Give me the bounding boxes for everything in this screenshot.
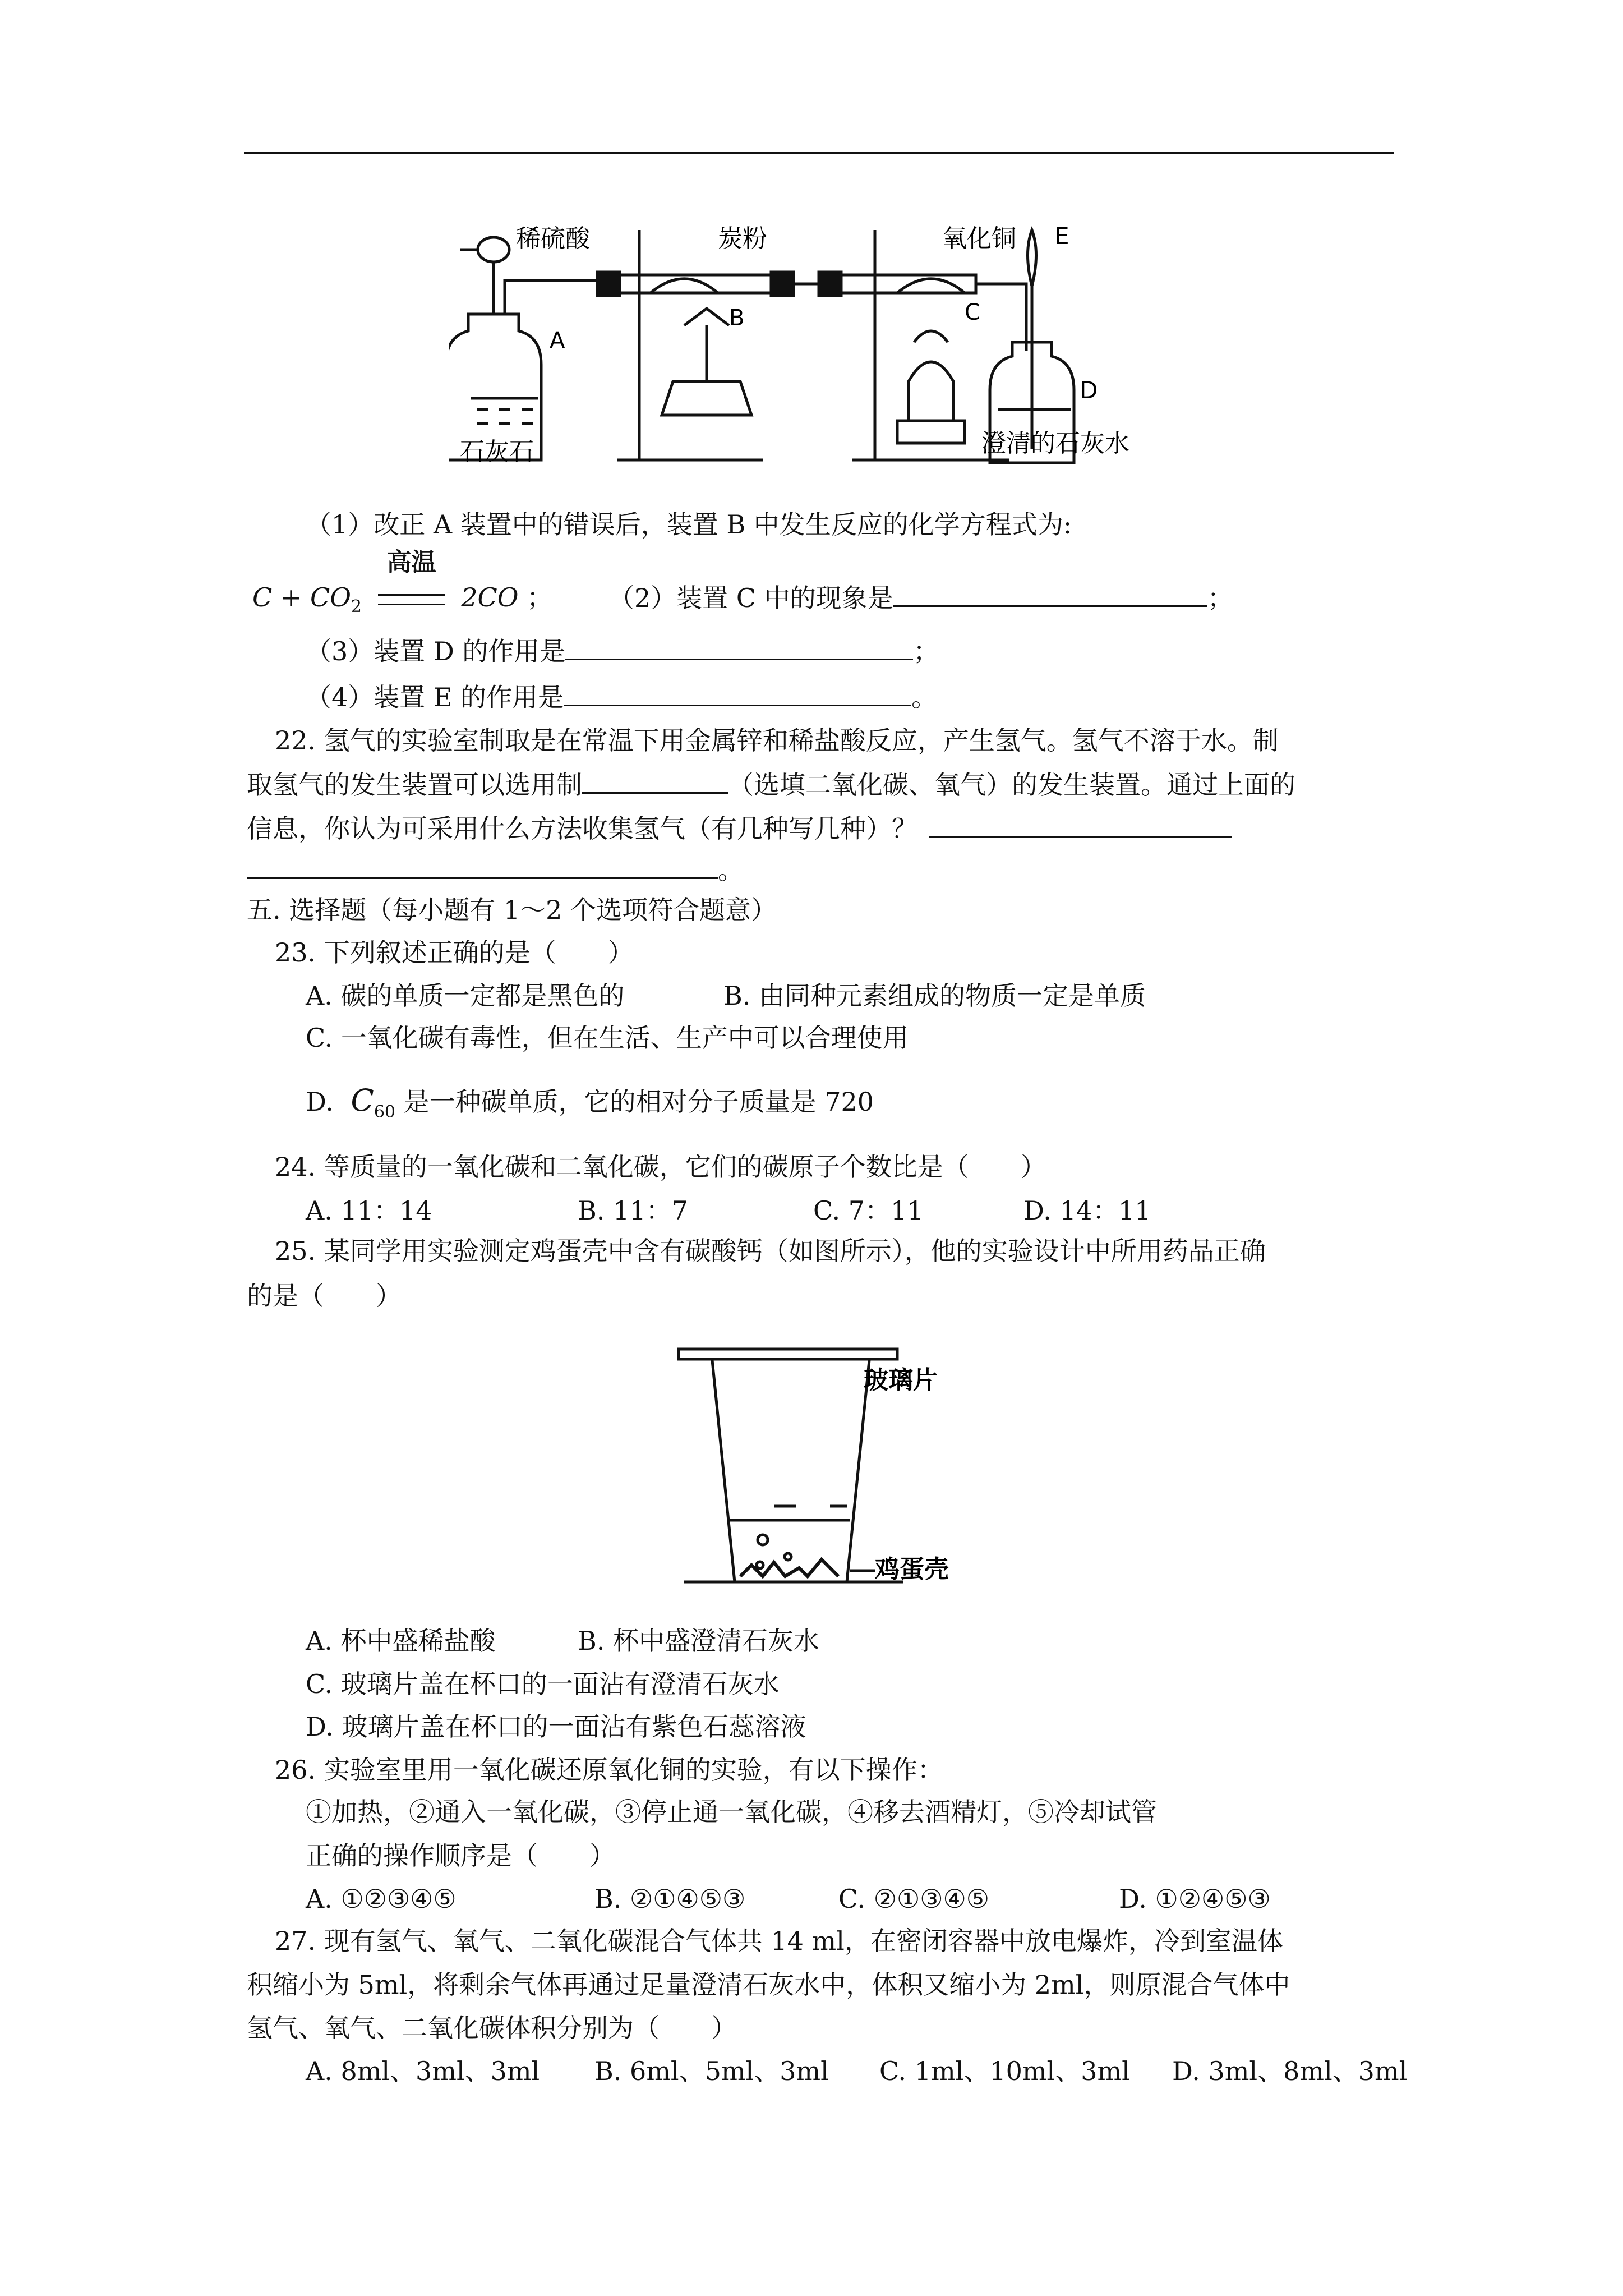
label-b: B xyxy=(729,305,745,331)
eq-semicolon: ； xyxy=(527,582,553,613)
q21-equation-line xyxy=(252,548,553,624)
q22-line4 xyxy=(247,853,744,887)
eq-co2-sub: 2 xyxy=(351,597,362,617)
label-dilute-acid: 稀硫酸 xyxy=(516,224,590,253)
label-glass-slide: 玻璃片 xyxy=(864,1366,938,1395)
q22-line2-text-b: （选填二氧化碳、氧气）的发生装置。通过上面的 xyxy=(728,770,1295,800)
q24-stem: 24. 等质量的一氧化碳和二氧化碳，它们的碳原子个数比是（ ） xyxy=(275,1152,1046,1182)
q24-option-b[interactable]: B. 11：7 xyxy=(578,1195,688,1226)
q22-blank-apparatus[interactable] xyxy=(582,767,728,794)
q27-option-d[interactable]: D. 3ml、8ml、3ml xyxy=(1172,2056,1408,2086)
q27-line1: 27. 现有氢气、氧气、二氧化碳混合气体共 14 ml，在密闭容器中放电爆炸，冷到室温体 xyxy=(275,1926,1283,1956)
q25-line1: 25. 某同学用实验测定鸡蛋壳中含有碳酸钙（如图所示），他的实验设计中所用药品正确 xyxy=(275,1236,1266,1266)
section-five-heading: 五. 选择题（每小题有 1～2 个选项符合题意） xyxy=(247,895,777,925)
q26-option-c[interactable]: C. ②①③④⑤ xyxy=(838,1884,989,1914)
q26-ask: 正确的操作顺序是（ ） xyxy=(306,1841,615,1871)
q22-blank-method-2[interactable] xyxy=(247,853,718,879)
q21-part2-text: （2）装置 C 中的现象是 xyxy=(608,583,893,613)
eq-condition xyxy=(378,548,445,614)
q27-line2: 积缩小为 5ml，将剩余气体再通过足量澄清石灰水中，体积又缩小为 2ml，则原混合气体中 xyxy=(247,1970,1290,2000)
q21-part3-end: ； xyxy=(913,636,939,666)
q21-part2 xyxy=(608,581,1233,615)
label-d: D xyxy=(1080,376,1098,404)
q27-option-c[interactable]: C. 1ml、10ml、3ml xyxy=(879,2056,1130,2086)
q26-option-d[interactable]: D. ①②④⑤③ xyxy=(1119,1884,1271,1914)
q25-option-a[interactable]: A. 杯中盛稀盐酸 xyxy=(306,1626,496,1656)
eq-co2 xyxy=(310,582,362,617)
q23-option-c[interactable]: C. 一氧化碳有毒性，但在生活、生产中可以合理使用 xyxy=(306,1023,909,1053)
q21-part4 xyxy=(306,680,937,714)
eq-plus: + xyxy=(280,582,302,613)
apparatus-figure xyxy=(449,213,1200,477)
eq-c: C xyxy=(252,582,273,613)
q23-option-d[interactable] xyxy=(306,1084,874,1129)
label-carbon-powder: 炭粉 xyxy=(718,224,767,253)
header-rule xyxy=(244,152,1394,154)
q22-line1: 22. 氢气的实验室制取是在常温下用金属锌和稀盐酸反应，产生氢气。氢气不溶于水。制 xyxy=(275,725,1279,756)
eq-condition-text: 高温 xyxy=(386,548,436,577)
q25-option-c[interactable]: C. 玻璃片盖在杯口的一面沾有澄清石灰水 xyxy=(306,1669,780,1699)
label-c: C xyxy=(965,300,980,325)
q24-option-a[interactable]: A. 11：14 xyxy=(306,1195,432,1226)
q22-line3-text: 信息，你认为可采用什么方法收集氢气（有几种写几种）？ xyxy=(247,813,917,844)
q26-operations: ①加热，②通入一氧化碳，③停止通一氧化碳，④移去酒精灯，⑤冷却试管 xyxy=(306,1797,1157,1827)
label-limestone: 石灰石 xyxy=(460,438,534,466)
q21-part4-text: （4）装置 E 的作用是 xyxy=(306,682,564,712)
q21-part3 xyxy=(306,634,939,668)
q21-part4-end: 。 xyxy=(911,682,938,712)
cup-figure xyxy=(662,1335,976,1604)
q21-part3-text: （3）装置 D 的作用是 xyxy=(306,636,566,666)
q26-option-b[interactable]: B. ②①④⑤③ xyxy=(594,1884,746,1914)
q27-option-a[interactable]: A. 8ml、3ml、3ml xyxy=(306,2056,540,2086)
q24-option-d[interactable]: D. 14：11 xyxy=(1023,1195,1151,1226)
q23-option-a[interactable]: A. 碳的单质一定都是黑色的 xyxy=(306,981,625,1011)
q21-blank-e[interactable] xyxy=(564,680,911,706)
q23-stem: 23. 下列叙述正确的是（ ） xyxy=(275,937,634,968)
q26-stem: 26. 实验室里用一氧化碳还原氧化铜的实验，有以下操作： xyxy=(275,1755,943,1785)
q27-line3: 氢气、氧气、二氧化碳体积分别为（ ） xyxy=(247,2013,737,2043)
q25-option-b[interactable]: B. 杯中盛澄清石灰水 xyxy=(578,1626,820,1656)
q25-option-d[interactable]: D. 玻璃片盖在杯口的一面沾有紫色石蕊溶液 xyxy=(306,1711,806,1742)
q26-option-a[interactable]: A. ①②③④⑤ xyxy=(306,1884,457,1914)
q24-option-c[interactable]: C. 7：11 xyxy=(813,1195,924,1226)
q23-d-formula xyxy=(351,1083,396,1122)
q22-line2-text-a: 取氢气的发生装置可以选用制 xyxy=(247,770,582,800)
eq-double-line xyxy=(378,594,445,605)
q25-line2: 的是（ ） xyxy=(247,1281,402,1311)
q21-part2-end: ； xyxy=(1207,583,1233,613)
label-limewater: 澄清的石灰水 xyxy=(981,429,1129,458)
eq-co2-base: CO xyxy=(310,582,351,613)
label-a: A xyxy=(550,328,565,353)
q23-d-formula-base: C xyxy=(351,1083,374,1118)
q21-blank-c[interactable] xyxy=(893,581,1207,607)
label-copper-oxide: 氧化铜 xyxy=(942,224,1016,253)
q23-d-prefix: D. xyxy=(306,1087,334,1117)
q21-blank-d[interactable] xyxy=(565,634,913,660)
q23-option-b[interactable]: B. 由同种元素组成的物质一定是单质 xyxy=(723,981,1146,1011)
q22-line2 xyxy=(247,767,1295,802)
q22-line4-end: 。 xyxy=(718,855,744,885)
label-e: E xyxy=(1054,222,1069,250)
q23-d-text: 是一种碳单质，它的相对分子质量是 720 xyxy=(403,1087,874,1117)
eq-product: 2CO xyxy=(461,582,519,613)
q23-d-formula-sub: 60 xyxy=(374,1102,396,1122)
q27-option-b[interactable]: B. 6ml、5ml、3ml xyxy=(594,2056,829,2086)
label-eggshell: 鸡蛋壳 xyxy=(875,1555,949,1584)
q22-blank-method-1[interactable] xyxy=(929,811,1232,838)
q21-part1: （1）改正 A 装置中的错误后，装置 B 中发生反应的化学方程式为: xyxy=(306,509,1072,540)
q22-line3 xyxy=(247,811,1232,845)
